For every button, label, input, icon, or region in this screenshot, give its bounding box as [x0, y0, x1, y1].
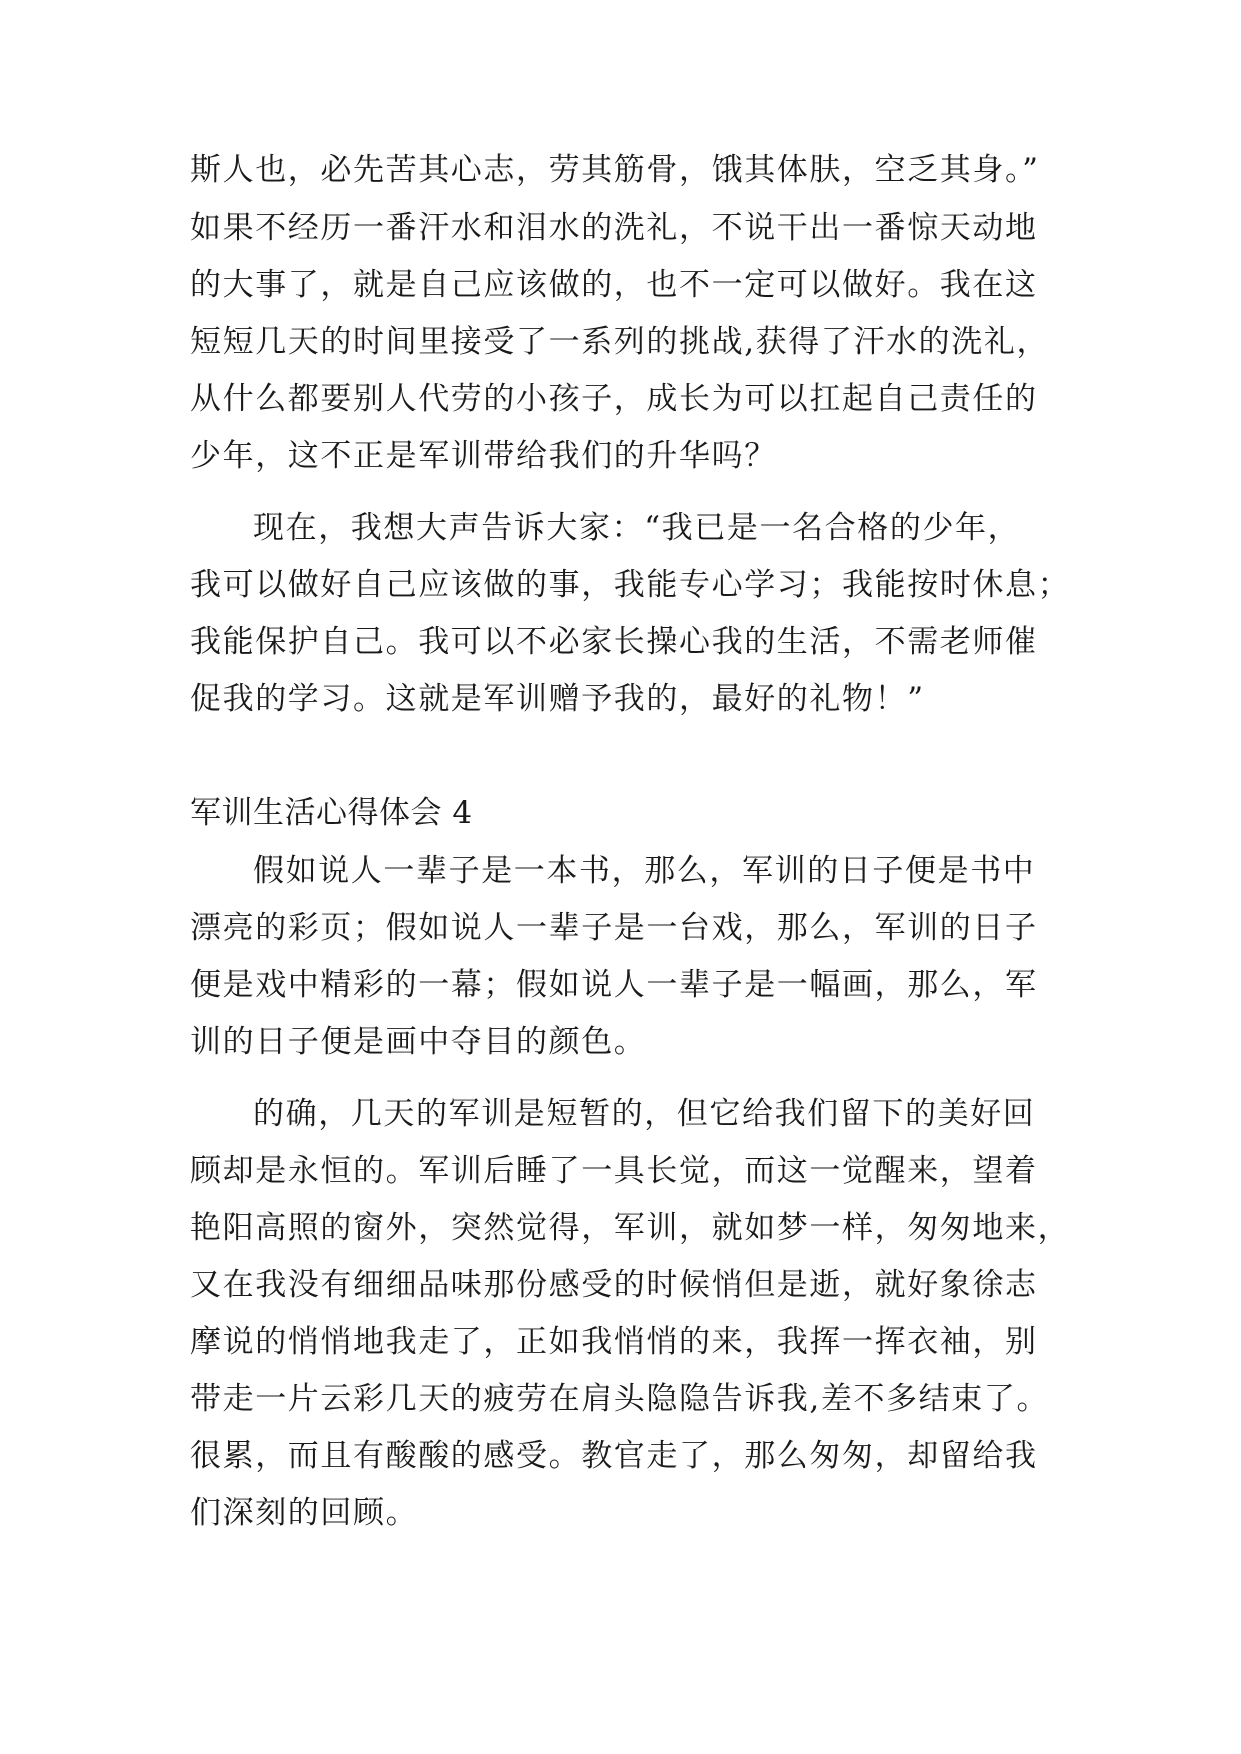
text-line: 短短几天的时间里接受了一系列的挑战,获得了汗水的洗礼，	[190, 324, 1050, 360]
section-heading: 军训生活心得体会 4	[190, 795, 473, 831]
text-line: 带走一片云彩几天的疲劳在肩头隐隐告诉我,差不多结束了。	[190, 1381, 1050, 1417]
text-line: 顾却是永恒的。军训后睡了一具长觉，而这一觉醒来，望着	[190, 1153, 1038, 1189]
text-line: 我能保护自己。我可以不必家长操心我的生活，不需老师催	[190, 624, 1038, 660]
text-line: 训的日子便是画中夺目的颜色。	[190, 1024, 647, 1060]
text-line: 斯人也，必先苦其心志，劳其筋骨，饿其体肤，空乏其身。”	[190, 152, 1040, 188]
text-line: 如果不经历一番汗水和泪水的洗礼，不说干出一番惊天动地	[190, 210, 1038, 246]
text-line: 又在我没有细细品味那份感受的时候悄但是逝，就好象徐志	[190, 1267, 1038, 1303]
text-line: 从什么都要别人代劳的小孩子，成长为可以扛起自己责任的	[190, 381, 1038, 417]
text-line: 假如说人一辈子是一本书，那么，军训的日子便是书中	[253, 853, 1036, 889]
text-line: 的大事了，就是自己应该做的，也不一定可以做好。我在这	[190, 267, 1038, 303]
text-line: 很累，而且有酸酸的感受。教官走了，那么匆匆，却留给我	[190, 1438, 1038, 1474]
text-line: 少年，这不正是军训带给我们的升华吗？	[190, 438, 777, 474]
text-line: 艳阳高照的窗外，突然觉得，军训，就如梦一样，匆匆地来，	[190, 1210, 1071, 1246]
text-line: 漂亮的彩页；假如说人一辈子是一台戏，那么，军训的日子	[190, 910, 1038, 946]
text-line: 摩说的悄悄地我走了，正如我悄悄的来，我挥一挥衣袖，别	[190, 1324, 1038, 1360]
text-line: 现在，我想大声告诉大家：“我已是一名合格的少年，	[253, 510, 1021, 546]
text-line: 我可以做好自己应该做的事，我能专心学习；我能按时休息；	[190, 567, 1071, 603]
text-line: 便是戏中精彩的一幕；假如说人一辈子是一幅画，那么，军	[190, 967, 1038, 1003]
text-line: 们深刻的回顾。	[190, 1495, 419, 1531]
text-line: 促我的学习。这就是军训赠予我的，最好的礼物！”	[190, 681, 925, 717]
text-line: 的确，几天的军训是短暂的，但它给我们留下的美好回	[253, 1096, 1036, 1132]
